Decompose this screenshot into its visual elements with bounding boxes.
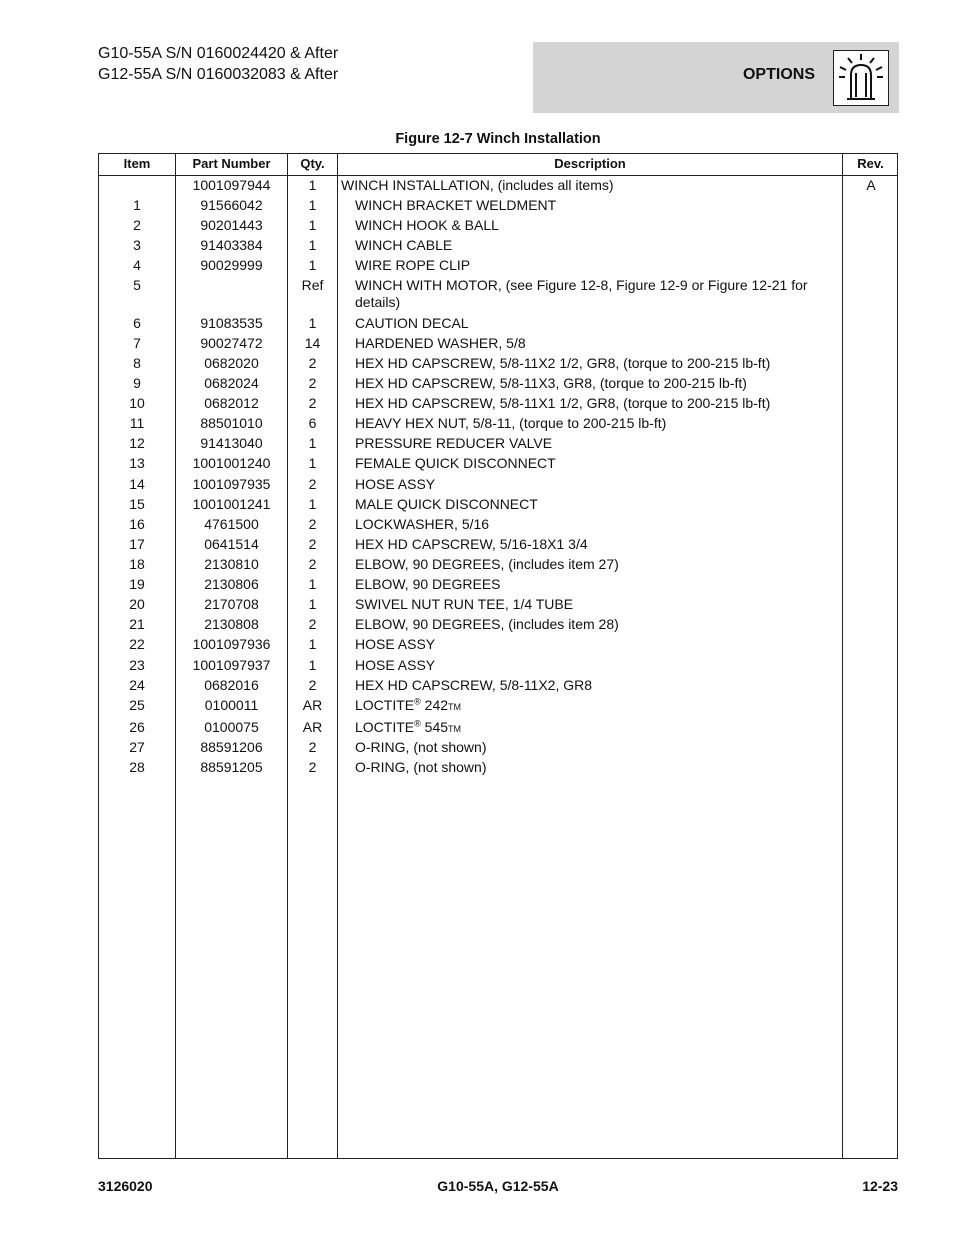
description [355, 375, 815, 392]
description [355, 616, 815, 633]
description [355, 636, 815, 653]
model-serial-header [98, 43, 338, 85]
item-number: 20 [129, 596, 145, 612]
section-tab [533, 42, 899, 113]
item-number: 1 [133, 197, 141, 213]
trademark-mark: TM [448, 724, 462, 734]
description [355, 657, 815, 674]
description-text: WINCH INSTALLATION, (includes all items) [341, 177, 614, 193]
description [355, 237, 815, 254]
item-number: 22 [129, 636, 145, 652]
part-number: 1001097937 [192, 657, 271, 673]
column-divider [287, 154, 288, 1158]
description [355, 435, 815, 452]
item-number: 13 [129, 455, 145, 471]
description-text: HEX HD CAPSCREW, 5/16-18X1 3/4 [355, 536, 588, 552]
description [355, 739, 815, 756]
footer-models: G10-55A, G12-55A [437, 1178, 559, 1194]
description [355, 315, 815, 332]
part-number: 90029999 [200, 257, 263, 273]
description-text: LOCKWASHER, 5/16 [355, 516, 490, 532]
description [355, 516, 815, 533]
item-number: 6 [133, 315, 141, 331]
column-header-description: Description [554, 156, 626, 171]
registered-mark: ® [414, 696, 421, 707]
part-number: 1001001240 [192, 455, 271, 471]
quantity: 1 [308, 596, 317, 612]
description [355, 257, 815, 274]
trademark-mark: TM [448, 702, 462, 712]
quantity: 14 [304, 335, 321, 351]
item-number: 18 [129, 556, 145, 572]
quantity: 1 [308, 576, 317, 592]
column-header-item: Item [123, 156, 151, 171]
quantity: 1 [308, 455, 317, 471]
item-number: 28 [129, 759, 145, 775]
column-divider [842, 154, 843, 1158]
description-text: HOSE ASSY [355, 636, 436, 652]
product-code: 242 [420, 697, 449, 713]
part-number: 2170708 [204, 596, 259, 612]
part-number: 0682012 [204, 395, 259, 411]
description [355, 277, 815, 311]
part-number: 0682020 [204, 355, 259, 371]
description [355, 217, 815, 234]
beacon-light-icon [833, 50, 889, 106]
description-text: HEX HD CAPSCREW, 5/8-11X1 1/2, GR8, (torque to 200-215 lb-ft) [355, 395, 771, 411]
description [355, 536, 815, 553]
item-number: 3 [133, 237, 141, 253]
description [355, 355, 815, 372]
description-text: O-RING, (not shown) [355, 759, 487, 775]
part-number: 0100075 [204, 719, 259, 735]
quantity: 1 [308, 257, 317, 273]
item-number: 9 [133, 375, 141, 391]
section-label: OPTIONS [742, 66, 815, 83]
description-text: PRESSURE REDUCER VALVE [355, 435, 553, 451]
part-number: 1001097935 [192, 476, 271, 492]
part-number: 0641514 [204, 536, 259, 552]
part-number: 0682016 [204, 677, 259, 693]
part-number: 1001001241 [192, 496, 271, 512]
description-text: ELBOW, 90 DEGREES [355, 576, 501, 592]
figure-title: Figure 12-7 Winch Installation [395, 131, 601, 147]
description-text: HEX HD CAPSCREW, 5/8-11X2 1/2, GR8, (torque to 200-215 lb-ft) [355, 355, 771, 371]
part-number: 90201443 [200, 217, 263, 233]
quantity: 6 [308, 415, 317, 431]
description-text: WINCH BRACKET WELDMENT [355, 197, 557, 213]
description-text: HOSE ASSY [355, 476, 436, 492]
description [355, 596, 815, 613]
quantity: 1 [308, 217, 317, 233]
item-number: 16 [129, 516, 145, 532]
description [341, 177, 801, 194]
quantity: Ref [301, 277, 324, 293]
part-number: 2130810 [204, 556, 259, 572]
column-divider [175, 154, 176, 1158]
item-number: 14 [129, 476, 145, 492]
quantity: 1 [308, 237, 317, 253]
description-text: WIRE ROPE CLIP [355, 257, 471, 273]
item-number: 26 [129, 719, 145, 735]
quantity: 1 [308, 435, 317, 451]
description [355, 455, 815, 472]
description-text: HARDENED WASHER, 5/8 [355, 335, 526, 351]
quantity: 2 [308, 355, 317, 371]
registered-mark: ® [414, 718, 421, 729]
description [355, 677, 815, 694]
quantity: 1 [308, 177, 317, 193]
page-number: 12-23 [862, 1178, 898, 1194]
item-number: 25 [129, 697, 145, 713]
description [355, 415, 815, 432]
part-number: 88591206 [200, 739, 263, 755]
description [355, 476, 815, 493]
description-text: O-RING, (not shown) [355, 739, 487, 755]
quantity: 2 [308, 476, 317, 492]
description-text: HEX HD CAPSCREW, 5/8-11X3, GR8, (torque to 200-215 lb-ft) [355, 375, 747, 391]
quantity: 2 [308, 677, 317, 693]
item-number: 27 [129, 739, 145, 755]
item-number: 24 [129, 677, 145, 693]
part-number: 91566042 [200, 197, 263, 213]
description [355, 719, 815, 738]
description-text: MALE QUICK DISCONNECT [355, 496, 538, 512]
description-text: WINCH CABLE [355, 237, 453, 253]
description-text: ELBOW, 90 DEGREES, (includes item 27) [355, 556, 619, 572]
part-number: 2130806 [204, 576, 259, 592]
description-text: LOCTITE [355, 697, 415, 713]
description-text: HEAVY HEX NUT, 5/8-11, (torque to 200-215 lb-ft) [355, 415, 667, 431]
description-text: CAUTION DECAL [355, 315, 469, 331]
quantity: 1 [308, 315, 317, 331]
model-line-1: G10-55A S/N 0160024420 & After [98, 45, 339, 62]
part-number: 88501010 [200, 415, 263, 431]
quantity: 2 [308, 375, 317, 391]
part-number: 90027472 [200, 335, 263, 351]
description [355, 556, 815, 573]
description [355, 335, 815, 352]
part-number: 4761500 [204, 516, 259, 532]
part-number: 91413040 [200, 435, 263, 451]
quantity: 1 [308, 496, 317, 512]
quantity: 2 [308, 759, 317, 775]
column-divider [337, 154, 338, 1158]
part-number: 0100011 [204, 697, 259, 713]
description [355, 697, 815, 716]
item-number: 11 [129, 415, 145, 431]
description [355, 576, 815, 593]
quantity: 2 [308, 395, 317, 411]
description [355, 759, 815, 776]
item-number: 15 [129, 496, 145, 512]
model-line-2: G12-55A S/N 0160032083 & After [98, 66, 339, 83]
parts-table [98, 153, 898, 1159]
description [355, 496, 815, 513]
part-number: 91403384 [200, 237, 263, 253]
part-number: 1001097944 [192, 177, 271, 193]
column-header-qty: Qty. [300, 156, 325, 171]
description [355, 197, 815, 214]
item-number: 23 [129, 657, 145, 673]
item-number: 17 [129, 536, 145, 552]
description-text: HOSE ASSY [355, 657, 436, 673]
part-number: 88591205 [200, 759, 263, 775]
description-text: HEX HD CAPSCREW, 5/8-11X2, GR8 [355, 677, 593, 693]
description-text: LOCTITE [355, 719, 415, 735]
description [355, 395, 815, 412]
item-number: 12 [129, 435, 145, 451]
description-text: WINCH HOOK & BALL [355, 217, 499, 233]
quantity: 2 [308, 516, 317, 532]
quantity: 2 [308, 556, 317, 572]
item-number: 10 [129, 395, 145, 411]
quantity: 2 [308, 739, 317, 755]
part-number: 1001097936 [192, 636, 271, 652]
item-number: 8 [133, 355, 141, 371]
description-text: FEMALE QUICK DISCONNECT [355, 455, 556, 471]
quantity: AR [302, 719, 323, 735]
item-number: 21 [129, 616, 145, 632]
part-number: 91083535 [200, 315, 263, 331]
header-divider [99, 175, 897, 176]
revision: A [866, 177, 876, 193]
item-number: 2 [133, 217, 141, 233]
column-header-rev: Rev. [857, 156, 884, 171]
description-text: WINCH WITH MOTOR, (see Figure 12-8, Figure 12-9 or Figure 12-21 for details) [355, 277, 808, 310]
item-number: 5 [133, 277, 141, 293]
item-number: 4 [133, 257, 141, 273]
description-text: ELBOW, 90 DEGREES, (includes item 28) [355, 616, 619, 632]
quantity: 2 [308, 616, 317, 632]
item-number: 7 [133, 335, 141, 351]
quantity: 1 [308, 197, 317, 213]
part-number: 0682024 [204, 375, 259, 391]
column-header-part-number: Part Number [192, 156, 271, 171]
document-number: 3126020 [98, 1178, 153, 1194]
quantity: 1 [308, 657, 317, 673]
quantity: 2 [308, 536, 317, 552]
quantity: AR [302, 697, 323, 713]
item-number: 19 [129, 576, 145, 592]
part-number: 2130808 [204, 616, 259, 632]
quantity: 1 [308, 636, 317, 652]
description-text: SWIVEL NUT RUN TEE, 1/4 TUBE [355, 596, 574, 612]
product-code: 545 [420, 719, 449, 735]
